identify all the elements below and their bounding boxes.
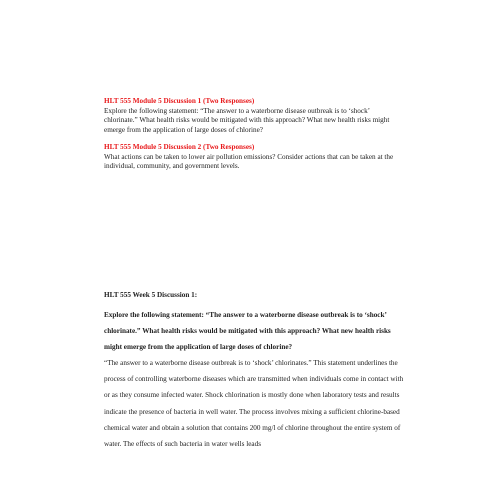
week-discussion bbox=[104, 290, 404, 452]
discussion1-title: HLT 555 Module 5 Discussion 1 (Two Responses) bbox=[104, 97, 255, 105]
discussion1-text: Explore the following statement: “The answer to a waterborne disease outbreak is to ‘shock’ chlorinate.” What health risks would be mitigated with this approach? What new health risks might emerge from the application of large doses of chlorine? bbox=[104, 106, 390, 134]
week-title: HLT 555 Week 5 Discussion 1: bbox=[104, 291, 198, 299]
module-discussions bbox=[104, 97, 404, 172]
spacer bbox=[104, 135, 404, 143]
week-answer: “The answer to a waterborne disease outbreak is to ‘shock’ chlorinates.” This statement underlines the process of controlling waterborne diseases which are transmitted when individuals come in contact with or as they consume infected water. Shock chlorination is mostly done when laboratory tests and results indicate the presence of bacteria in well water. The process involves mixing a sufficient chlorine-based chemical water and obtain a solution that contains 200 mg/l of chlorine throughout the entire system of water. The effects of such bacteria in water wells leads bbox=[104, 359, 404, 449]
week-question: Explore the following statement: “The answer to a waterborne disease outbreak is to ‘shock’ chlorinate.” What health risks would be mitigated with this approach? What new health risks might emerge from the application of large doses of chlorine? bbox=[104, 311, 391, 351]
discussion2-text: What actions can be taken to lower air pollution emissions? Consider actions that can be taken at the individual, community, and government levels. bbox=[104, 152, 394, 170]
discussion2-title: HLT 555 Module 5 Discussion 2 (Two Responses) bbox=[104, 143, 255, 151]
